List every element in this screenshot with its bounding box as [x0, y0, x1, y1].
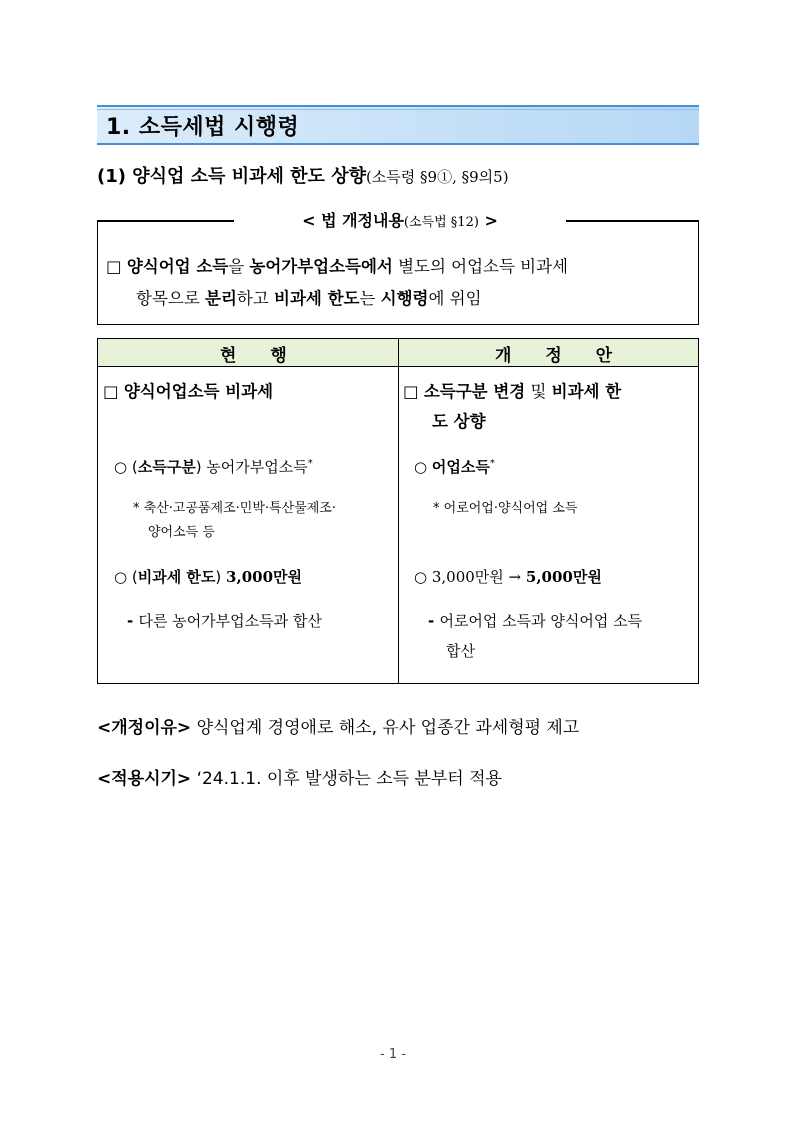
current-title — [103, 378, 273, 402]
proposed-title-d: 도 상향 — [432, 412, 486, 431]
current-item-1-open: ( — [131, 458, 138, 476]
amendment-caption-ref: (소득법 §12) — [403, 215, 479, 230]
proposed-title-c: 비과세 한 — [551, 382, 622, 401]
proposed-item-2-from: 3,000만원 → — [431, 568, 526, 586]
proposed-title-b: 및 — [525, 382, 552, 401]
effective-text: ‘24.1.1. 이후 발생하는 소득 분부터 적용 — [191, 769, 502, 789]
amendment-l2-f: 시행령 — [380, 289, 429, 308]
current-item-1-sup: * — [307, 458, 313, 469]
circle-bullet-icon: ○ — [414, 568, 432, 586]
current-item-2-open: ( — [131, 568, 138, 586]
amendment-l2-b: 분리 — [205, 289, 237, 308]
current-item-2-bold: 비과세 한도 — [137, 568, 216, 586]
proposed-dash-line-1: 어로어업 소득과 양식어업 소득 — [439, 612, 643, 630]
amendment-l1-c: 농어가부업소득에서 — [249, 257, 393, 276]
proposed-title-line-2 — [432, 408, 486, 432]
current-note-1-line-2: 양어소득 등 — [148, 525, 215, 540]
dash-icon: - — [127, 612, 139, 630]
reason-text: 양식업계 경영애로 해소, 유사 업종간 과세형평 제고 — [191, 718, 580, 738]
amendment-l2-d: 비과세 한도 — [274, 289, 360, 308]
amendment-l2-a: 항목으로 — [136, 289, 206, 308]
current-item-2-value: 3,000만원 — [226, 568, 302, 586]
amendment-caption — [244, 208, 556, 231]
current-title-text: 양식어업소득 비과세 — [123, 382, 274, 401]
amendment-line-2 — [136, 285, 482, 309]
header-proposed: 개 정 안 — [495, 346, 627, 366]
current-note-1-line-1: * 축산·고공품제조·민박·특산물제조· — [133, 501, 336, 516]
current-dash-text: 다른 농어가부업소득과 합산 — [138, 612, 322, 630]
proposed-dash-item-line-1 — [428, 610, 642, 631]
amendment-l1-a: 양식어업 소득 — [126, 257, 229, 276]
proposed-title-a: 소득구분 변경 — [423, 382, 526, 401]
circle-bullet-icon: ○ — [114, 568, 132, 586]
current-item-2-close: ) — [215, 568, 227, 586]
amendment-l1-d: 별도의 어업소득 비과세 — [392, 257, 568, 276]
proposed-item-2-to: 5,000만원 — [525, 568, 602, 586]
proposed-title-line-1 — [403, 378, 621, 402]
reason-line — [97, 713, 579, 738]
proposed-note-1: * 어로어업·양식어업 소득 — [433, 501, 578, 516]
current-item-1-bold: 소득구분 — [137, 458, 196, 476]
checkbox-square-icon: □ — [403, 382, 424, 401]
dash-icon: - — [428, 612, 440, 630]
amendment-l2-c: 하고 — [236, 289, 275, 308]
amendment-caption-close: > — [478, 211, 498, 230]
proposed-item-1-bold: 어업소득 — [431, 458, 490, 476]
header-current: 현 행 — [220, 346, 301, 366]
amendment-l2-e: 는 — [359, 289, 381, 308]
current-item-2 — [114, 566, 302, 587]
subsection-title-text: (1) 양식업 소득 비과세 한도 상향 — [97, 166, 366, 187]
reason-label: <개정이유> — [97, 718, 192, 738]
section-title: 1. 소득세법 시행령 — [106, 115, 300, 140]
checkbox-square-icon: □ — [106, 257, 127, 276]
amendment-line-1 — [106, 253, 568, 277]
effective-label: <적용시기> — [97, 769, 192, 789]
current-item-1-close: ) 농어가부업소득 — [195, 458, 308, 476]
current-dash-item — [127, 610, 322, 631]
proposed-item-1 — [414, 456, 495, 477]
checkbox-square-icon: □ — [103, 382, 124, 401]
subsection-title — [97, 162, 509, 188]
page-number: - 1 - — [380, 1047, 406, 1062]
amendment-l1-b: 을 — [228, 257, 250, 276]
amendment-caption-open: < 법 개정내용 — [302, 211, 404, 230]
effective-line — [97, 764, 502, 789]
proposed-item-2 — [414, 566, 602, 587]
current-item-1 — [114, 456, 313, 477]
circle-bullet-icon: ○ — [414, 458, 432, 476]
subsection-reference: (소득령 §9①, §9의5) — [365, 168, 509, 186]
circle-bullet-icon: ○ — [114, 458, 132, 476]
proposed-dash-line-2: 합산 — [446, 642, 475, 660]
proposed-item-1-sup: * — [489, 458, 495, 469]
comparison-table-divider — [398, 338, 399, 684]
amendment-l2-g: 에 위임 — [428, 289, 482, 308]
